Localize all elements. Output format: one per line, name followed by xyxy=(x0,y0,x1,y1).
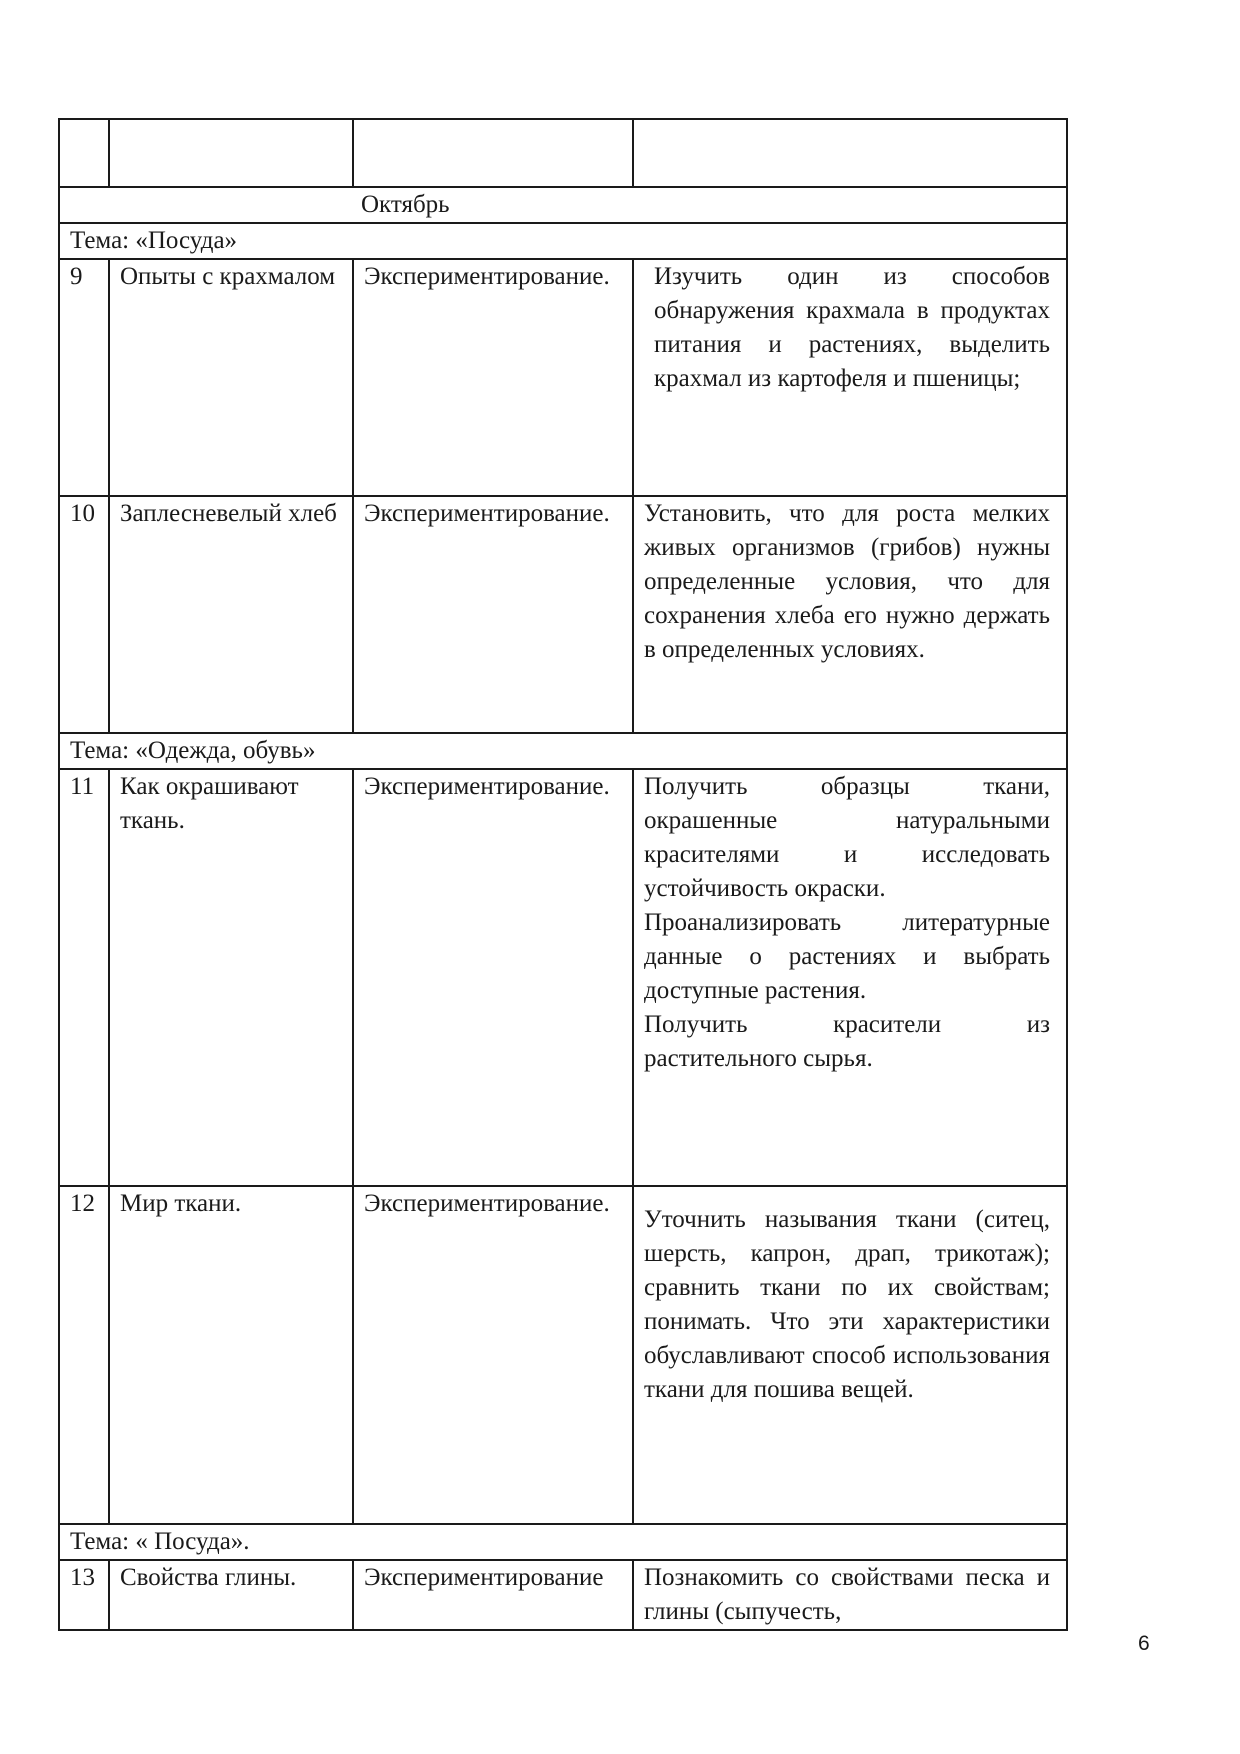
empty-cell xyxy=(109,119,353,187)
activity-form: Экспериментирование xyxy=(353,1560,633,1630)
row-number: 13 xyxy=(59,1560,109,1630)
activity-form: Экспериментирование. xyxy=(353,769,633,1186)
theme-row xyxy=(59,223,1067,259)
goal-paragraph: Изучить один из способов обнаружения крахмала в продуктах питания и растениях, выделить крахмал из картофеля и пшеницы; xyxy=(654,263,1050,392)
row-number: 11 xyxy=(59,769,109,1186)
goal-paragraph: Установить, что для роста мелких живых организмов (грибов) нужны определенные условия, что для сохранения хлеба его нужно держать в определенных условиях. xyxy=(644,500,1050,663)
empty-cell xyxy=(353,119,633,187)
table-row xyxy=(59,1560,1067,1630)
activity-name: Мир ткани. xyxy=(109,1186,353,1524)
table-row xyxy=(59,259,1067,496)
activity-form: Экспериментирование. xyxy=(353,1186,633,1524)
activity-goal xyxy=(633,1186,1067,1524)
activity-goal xyxy=(633,259,1067,496)
month-heading: Октябрь xyxy=(59,187,1067,223)
empty-cell xyxy=(59,119,109,187)
table-row xyxy=(59,496,1067,733)
activity-goal xyxy=(633,1560,1067,1630)
table-row xyxy=(59,1186,1067,1524)
goal-paragraph: Познакомить со свойствами песка и глины (сыпучесть, xyxy=(644,1564,1050,1625)
row-number: 10 xyxy=(59,496,109,733)
activity-name: Свойства глины. xyxy=(109,1560,353,1630)
activity-name: Как окрашивают ткань. xyxy=(109,769,353,1186)
theme-row xyxy=(59,1524,1067,1560)
page-number: 6 xyxy=(1138,1632,1150,1655)
goal-paragraph: Получить образцы ткани, окрашенные натуральными красителями и исследовать устойчивость окраски. xyxy=(644,773,1050,902)
activity-goal xyxy=(633,496,1067,733)
empty-cell xyxy=(633,119,1067,187)
month-row xyxy=(59,187,1067,223)
activity-name: Заплесневелый хлеб xyxy=(109,496,353,733)
activity-name: Опыты с крахмалом xyxy=(109,259,353,496)
theme-heading: Тема: «Одежда, обувь» xyxy=(59,733,1067,769)
theme-row xyxy=(59,733,1067,769)
activity-form: Экспериментирование. xyxy=(353,259,633,496)
row-number: 12 xyxy=(59,1186,109,1524)
activity-form: Экспериментирование. xyxy=(353,496,633,733)
goal-paragraph: Проанализировать литературные данные о растениях и выбрать доступные растения. xyxy=(644,909,1050,1004)
row-number: 9 xyxy=(59,259,109,496)
goal-paragraph: Получить красители из растительного сырья. xyxy=(644,1011,1050,1072)
table-row xyxy=(59,769,1067,1186)
activity-goal xyxy=(633,769,1067,1186)
theme-heading: Тема: « Посуда». xyxy=(59,1524,1067,1560)
empty-header-row xyxy=(59,119,1067,187)
plan-table xyxy=(58,118,1068,1631)
theme-heading: Тема: «Посуда» xyxy=(59,223,1067,259)
goal-paragraph: Уточнить называния ткани (ситец, шерсть, капрон, драп, трикотаж); сравнить ткани по их свойствам; понимать. Что эти характеристики обуславливают способ использования ткани для пошива вещей. xyxy=(644,1206,1050,1403)
